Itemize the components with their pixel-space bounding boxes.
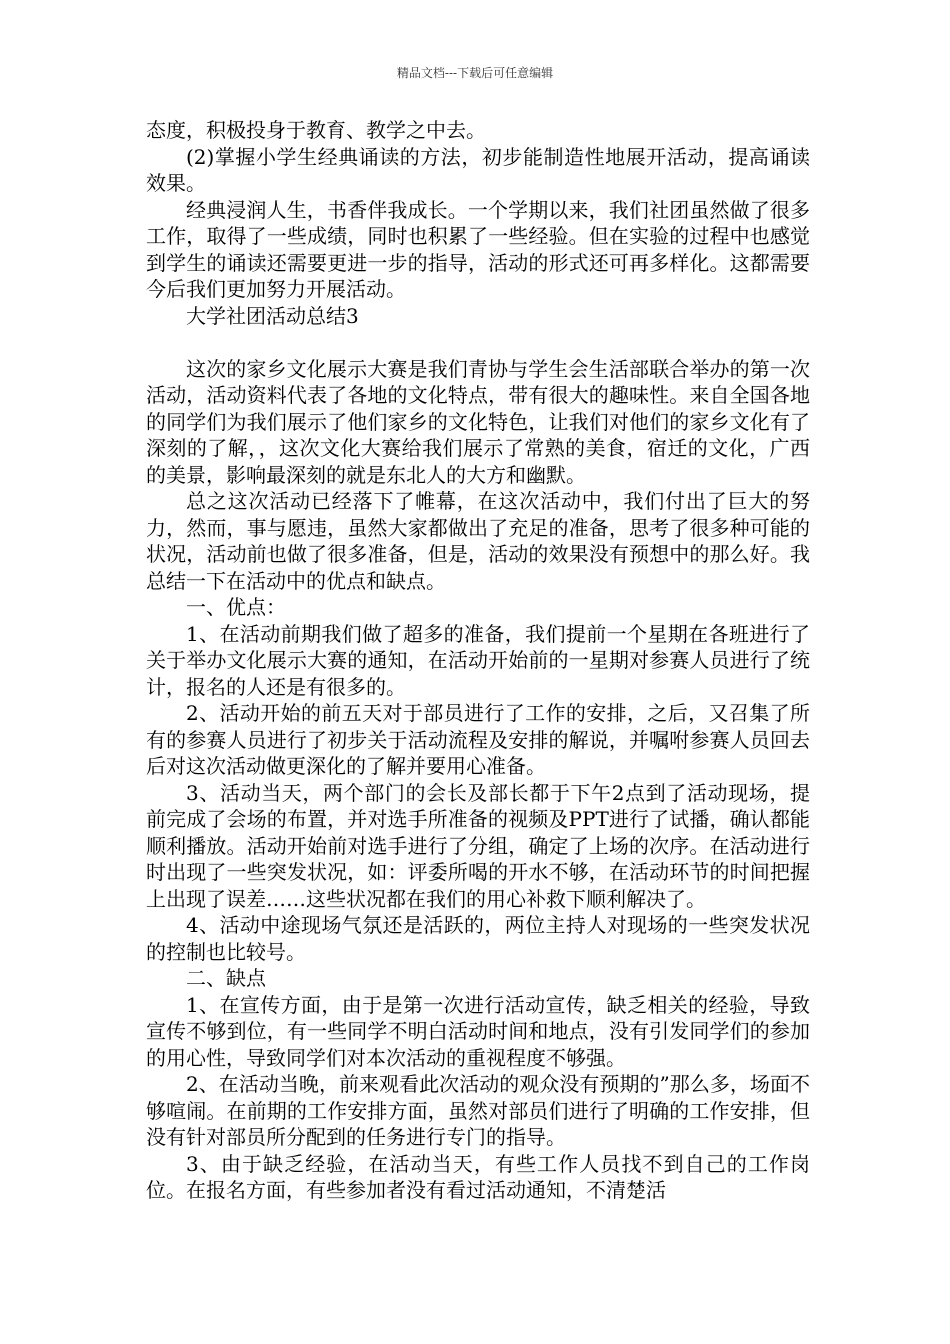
advantage-item-3: 3、活动当天，两个部门的会长及部长都于下午2点到了活动现场，提前完成了会场的布置，并对选手所准备的视频及PPT进行了试播，确认都能顺利播放。活动开始前对选手进行了分组，确定了上场的次序。在活动进行时出现了一些突发状况，如：评委所喝的开水不够，在活动环节的时间把握上出现了误差……这些状况都在我们的用心补救下顺利解决了。	[146, 780, 810, 911]
paragraph-continuation: 态度，积极投身于教育、教学之中去。	[146, 118, 486, 142]
advantage-item-4: 4、活动中途现场气氛还是活跃的，两位主持人对现场的一些突发状况的控制也比较号。	[146, 913, 810, 964]
subheading-advantages: 一、优点：	[186, 595, 286, 619]
document-body	[146, 117, 810, 1204]
page-header: 精品文档---下载后可任意编辑	[396, 66, 554, 80]
paragraph-goal-2: (2)掌握小学生经典诵读的方法，初步能制造性地展开活动，提高诵读效果。	[146, 144, 810, 195]
advantage-item-2: 2、活动开始的前五天对于部员进行了工作的安排，之后，又召集了所有的参赛人员进行了初步关于活动流程及安排的解说，并嘱咐参赛人员回去后对这次活动做更深化的了解并要用心准备。	[146, 701, 810, 778]
disadvantage-item-3: 3、由于缺乏经验，在活动当天，有些工作人员找不到自己的工作岗位。在报名方面，有些参加者没有看过活动通知，不清楚活	[146, 1151, 810, 1202]
disadvantage-item-1: 1、在宣传方面，由于是第一次进行活动宣传，缺乏相关的经验，导致宣传不够到位，有一些同学不明白活动时间和地点，没有引发同学们的参加的用心性，导致同学们对本次活动的重视程度不够强。	[146, 992, 810, 1070]
paragraph-overview: 总之这次活动已经落下了帷幕，在这次活动中，我们付出了巨大的努力，然而，事与愿违，虽然大家都做出了充足的准备，思考了很多种可能的状况，活动前也做了很多准备，但是，活动的效果没有预想中的那么好。我总结一下在活动中的优点和缺点。	[146, 489, 810, 593]
paragraph-intro: 这次的家乡文化展示大赛是我们青协与学生会生活部联合举办的第一次活动，活动资料代表了各地的文化特点，带有很大的趣味性。来自全国各地的同学们为我们展示了他们家乡的文化特色，让我们对他们的家乡文化有了深刻的了解，，这次文化大赛给我们展示了常熟的美食，宿迁的文化，广西的美景，影响最深刻的就是东北人的大方和幽默。	[146, 356, 810, 487]
paragraph-summary: 经典浸润人生，书香伴我成长。一个学期以来，我们社团虽然做了很多工作，取得了一些成绩，同时也积累了一些经验。但在实验的过程中也感觉到学生的诵读还需要更进一步的指导，活动的形式还可再多样化。这都需要今后我们更加努力开展活动。	[146, 197, 810, 301]
blank-line	[146, 329, 810, 356]
advantage-item-1: 1、在活动前期我们做了超多的准备，我们提前一个星期在各班进行了关于举办文化展示大赛的通知，在活动开始前的一星期对参赛人员进行了统计，报名的人还是有很多的。	[146, 621, 810, 699]
disadvantage-item-2: 2、在活动当晚，前来观看此次活动的观众没有预期的”那么多，场面不够喧闹。在前期的工作安排方面，虽然对部员们进行了明确的工作安排，但没有针对部员所分配到的任务进行专门的指导。	[146, 1072, 810, 1149]
subheading-disadvantages: 二、缺点	[186, 966, 266, 990]
section-heading: 大学社团活动总结3	[186, 303, 359, 328]
